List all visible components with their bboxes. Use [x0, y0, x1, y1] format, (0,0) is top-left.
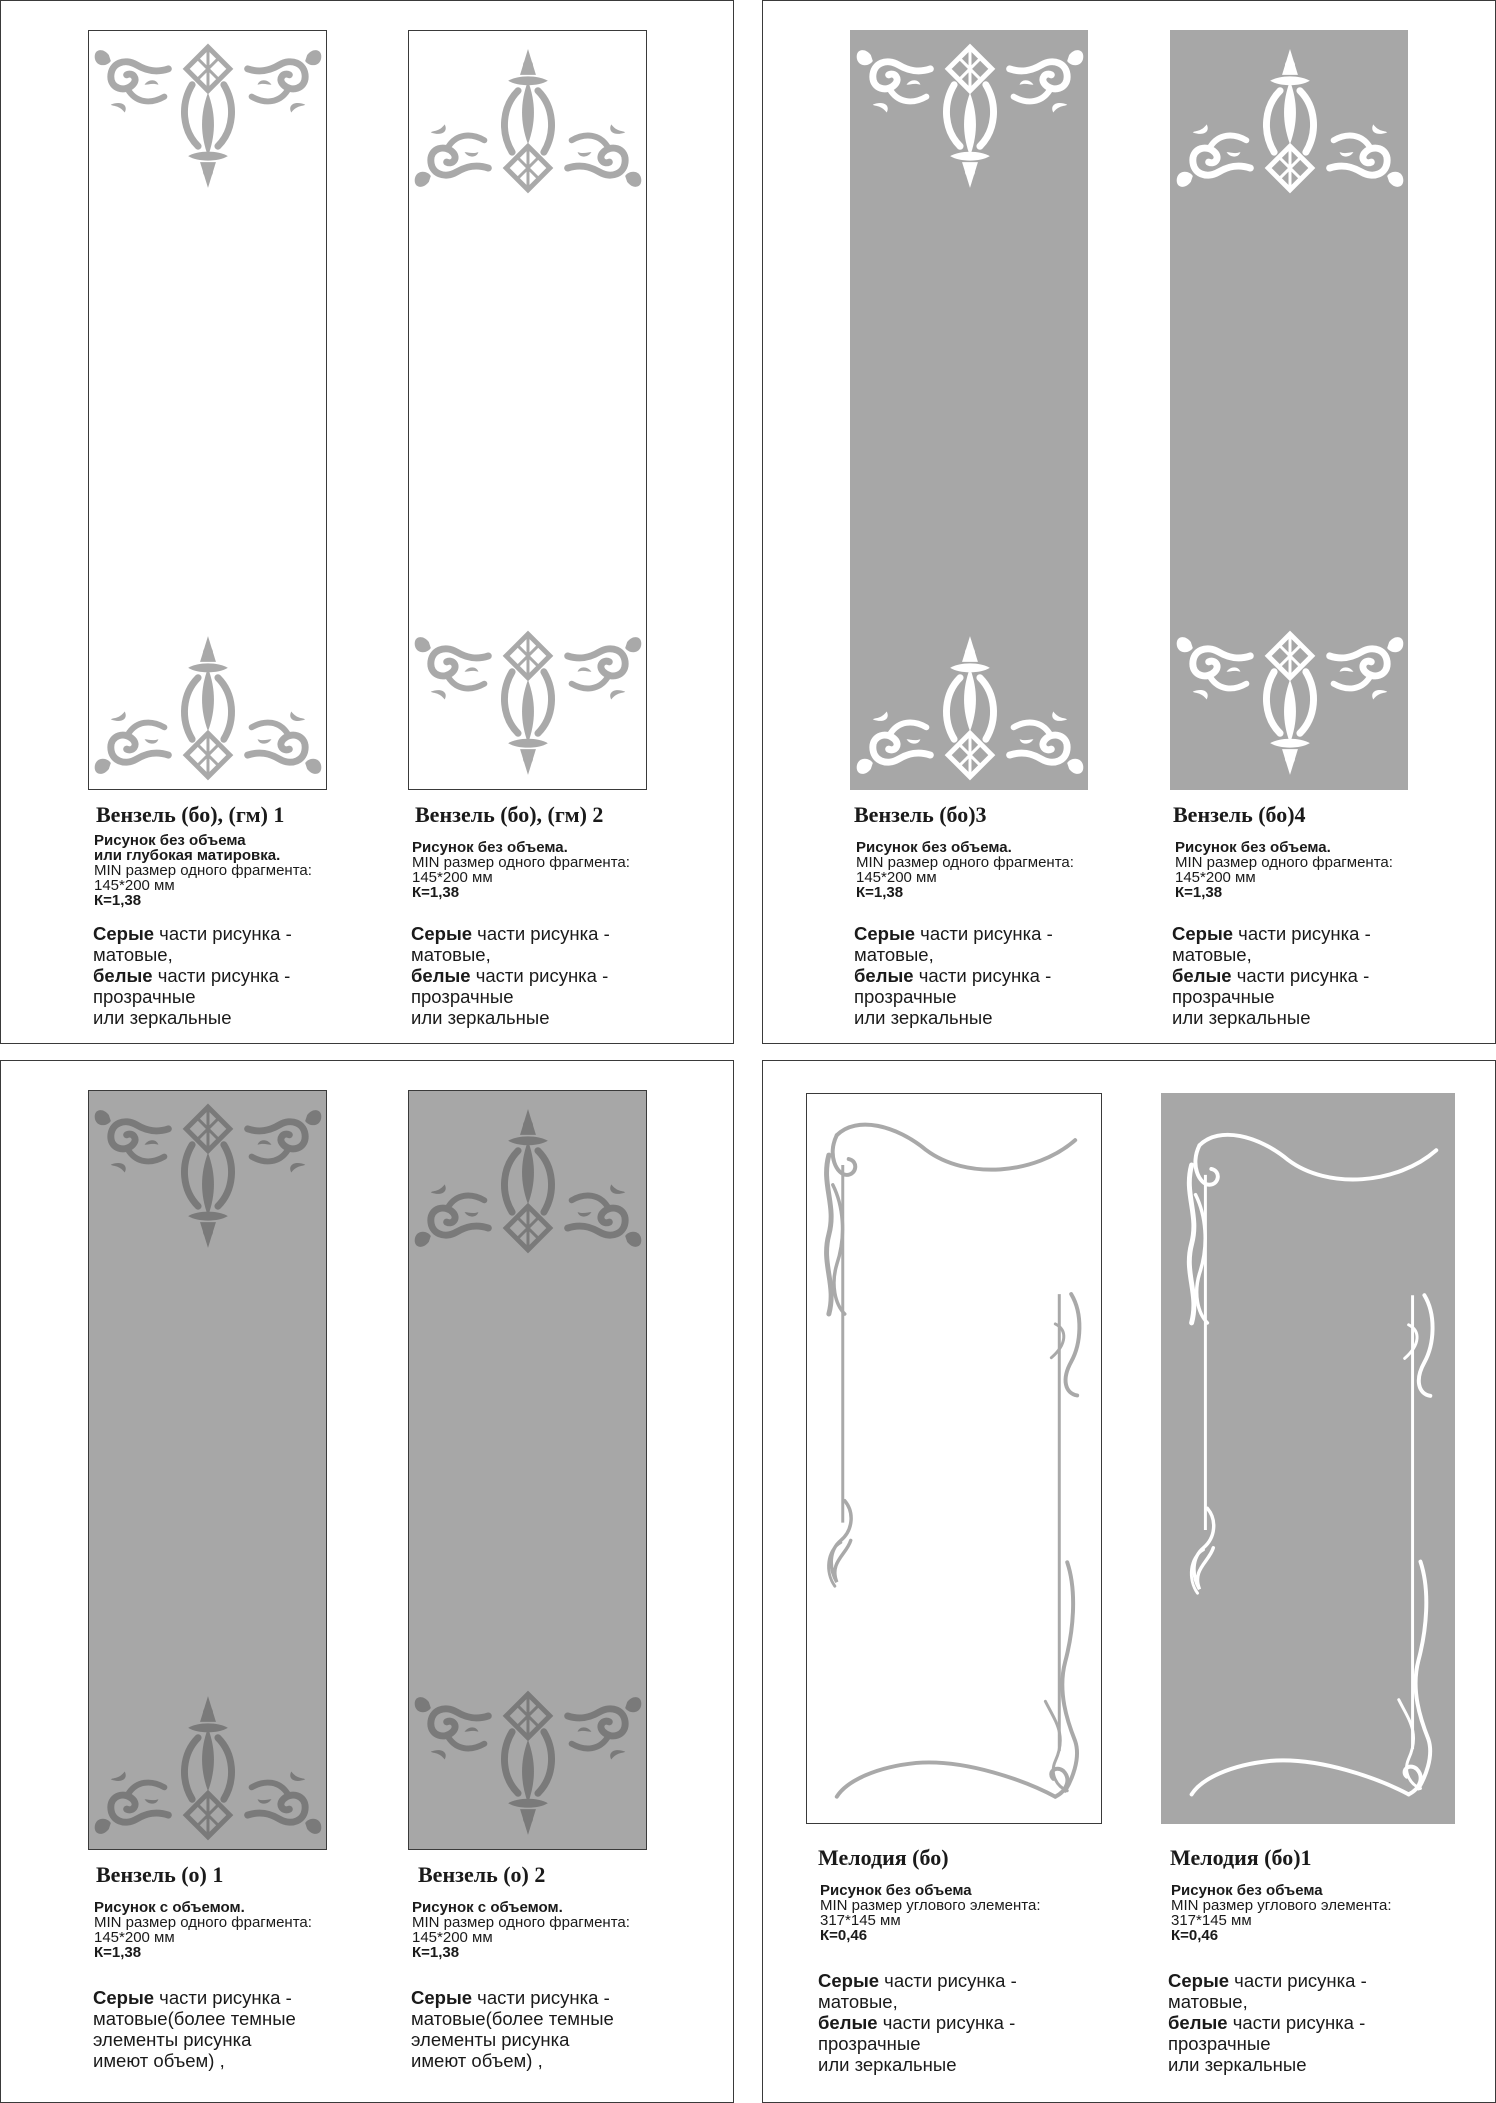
spec-line: MIN размер одного фрагмента: [412, 854, 630, 871]
desc-strong: Серые [818, 1970, 880, 1991]
desc-text: части рисунка - [154, 923, 292, 944]
spec-coefficient: К=1,38 [94, 892, 142, 909]
spec-coefficient: К=1,38 [856, 884, 904, 901]
desc-text: части рисунка - [879, 1970, 1017, 1991]
spec-line: 145*200 мм [1175, 869, 1256, 886]
desc-text: матовые, [1172, 944, 1252, 965]
monogram-ornament-bottom [95, 1696, 322, 1837]
design-title: Вензель (бо)3 [854, 802, 987, 827]
spec-line: 145*200 мм [412, 869, 493, 886]
desc-text: или зеркальные [1172, 1007, 1311, 1028]
spec-line: MIN размер углового элемента: [1171, 1897, 1392, 1914]
design-title: Мелодия (бо)1 [1170, 1845, 1312, 1870]
design-spec [94, 1900, 312, 1960]
desc-text: части рисунка - [877, 2012, 1016, 2033]
desc-text: имеют объем) , [411, 2050, 543, 2071]
desc-text: прозрачные [411, 986, 514, 1007]
desc-text: или зеркальные [854, 1007, 993, 1028]
desc-strong: Серые [1172, 923, 1234, 944]
desc-text: имеют объем) , [93, 2050, 225, 2071]
desc-text: части рисунка - [152, 965, 291, 986]
melody-corner-flourish-top-left [827, 1125, 1076, 1587]
design-spec [856, 840, 1074, 900]
desc-text: части рисунка - [1231, 965, 1370, 986]
design-title: Мелодия (бо) [818, 1845, 949, 1870]
desc-text: матовые, [1168, 1991, 1248, 2012]
monogram-ornament-bottom [415, 1694, 642, 1835]
desc-strong: белые [854, 965, 914, 986]
spec-line: 145*200 мм [94, 877, 175, 894]
design-spec [1175, 840, 1393, 900]
desc-text: элементы рисунка [93, 2029, 252, 2050]
desc-text: части рисунка - [472, 1987, 610, 2008]
design-spec [94, 833, 312, 908]
spec-line: 145*200 мм [856, 869, 937, 886]
design-title: Вензель (бо), (гм) 1 [96, 802, 285, 827]
desc-text: матовые, [818, 1991, 898, 2012]
monogram-ornament-bottom [857, 636, 1084, 777]
desc-text: части рисунка - [470, 965, 609, 986]
desc-strong: Серые [854, 923, 916, 944]
desc-text: прозрачные [854, 986, 957, 1007]
spec-line: MIN размер одного фрагмента: [412, 1914, 630, 1931]
design-spec [820, 1883, 1041, 1943]
spec-line: 317*145 мм [1171, 1912, 1252, 1929]
desc-text: матовые(более темные [411, 2008, 614, 2029]
desc-text: прозрачные [1168, 2033, 1271, 2054]
desc-text: или зеркальные [1168, 2054, 1307, 2075]
door-preview-venzel-o-2 [408, 1090, 647, 1850]
spec-line: 145*200 мм [412, 1929, 493, 1946]
monogram-ornament-top [415, 1109, 642, 1250]
desc-text: части рисунка - [915, 923, 1053, 944]
desc-text: матовые, [93, 944, 173, 965]
spec-line: или глубокая матировка. [94, 847, 281, 864]
melody-corner-flourish-bottom-right [837, 1294, 1080, 1797]
desc-strong: белые [1168, 2012, 1228, 2033]
desc-strong: Серые [1168, 1970, 1230, 1991]
desc-text: прозрачные [93, 986, 196, 1007]
design-description [818, 1970, 1017, 2075]
spec-line: Рисунок без объема. [1175, 839, 1331, 856]
desc-strong: Серые [93, 1987, 155, 2008]
design-description [93, 1987, 296, 2071]
design-spec [412, 840, 630, 900]
desc-text: части рисунка - [1227, 2012, 1366, 2033]
design-description [93, 923, 292, 1028]
desc-text: части рисунка - [472, 923, 610, 944]
desc-strong: Серые [411, 1987, 473, 2008]
desc-strong: белые [411, 965, 471, 986]
spec-line: MIN размер одного фрагмента: [94, 862, 312, 879]
monogram-ornament-bottom [1177, 634, 1404, 775]
spec-line: Рисунок без объема. [412, 839, 568, 856]
spec-coefficient: К=1,38 [412, 1944, 460, 1961]
spec-line: Рисунок с объемом. [94, 1899, 245, 1916]
spec-coefficient: К=1,38 [94, 1944, 142, 1961]
desc-strong: белые [818, 2012, 878, 2033]
spec-line: MIN размер одного фрагмента: [94, 1914, 312, 1931]
design-description [411, 923, 610, 1028]
spec-line: Рисунок без объема [820, 1882, 972, 1899]
spec-line: Рисунок без объема. [856, 839, 1012, 856]
desc-text: или зеркальные [93, 1007, 232, 1028]
spec-coefficient: К=1,38 [412, 884, 460, 901]
monogram-ornament-top [857, 47, 1084, 188]
desc-text: части рисунка - [1233, 923, 1371, 944]
desc-text: прозрачные [1172, 986, 1275, 1007]
door-preview-venzel-bo-3 [850, 30, 1088, 790]
door-preview-venzel-o-1 [88, 1090, 327, 1850]
spec-coefficient: К=0,46 [820, 1927, 868, 1944]
spec-line: MIN размер одного фрагмента: [856, 854, 1074, 871]
desc-strong: белые [93, 965, 153, 986]
desc-text: части рисунка - [154, 1987, 292, 2008]
design-title: Вензель (о) 2 [418, 1862, 546, 1887]
monogram-ornament-bottom [95, 636, 322, 777]
desc-strong: Серые [411, 923, 473, 944]
spec-line: Рисунок без объема [1171, 1882, 1323, 1899]
melody-corner-flourish-top-left [1189, 1135, 1436, 1593]
spec-line: 317*145 мм [820, 1912, 901, 1929]
spec-line: Рисунок без объема [94, 832, 246, 849]
desc-text: прозрачные [818, 2033, 921, 2054]
door-preview-melodiya-bo-1 [1161, 1093, 1455, 1824]
spec-line: MIN размер углового элемента: [820, 1897, 1041, 1914]
spec-coefficient: К=0,46 [1171, 1927, 1219, 1944]
design-description [1168, 1970, 1367, 2075]
design-title: Вензель (о) 1 [96, 1862, 224, 1887]
monogram-ornament-top [415, 49, 642, 190]
melody-corner-flourish-bottom-right [1192, 1295, 1433, 1794]
design-spec [1171, 1883, 1392, 1943]
desc-text: или зеркальные [818, 2054, 957, 2075]
design-spec [412, 1900, 630, 1960]
desc-text: части рисунка - [913, 965, 1052, 986]
design-description [411, 1987, 614, 2071]
desc-text: части рисунка - [1229, 1970, 1367, 1991]
monogram-ornament-top [95, 1107, 322, 1248]
spec-coefficient: К=1,38 [1175, 884, 1223, 901]
spec-line: 145*200 мм [94, 1929, 175, 1946]
monogram-ornament-bottom [415, 634, 642, 775]
door-preview-melodiya-bo [806, 1093, 1102, 1824]
design-title: Вензель (бо), (гм) 2 [415, 802, 604, 827]
design-description [1172, 923, 1371, 1028]
design-title: Вензель (бо)4 [1173, 802, 1306, 827]
desc-strong: Серые [93, 923, 155, 944]
spec-line: Рисунок с объемом. [412, 1899, 563, 1916]
desc-text: матовые, [411, 944, 491, 965]
door-preview-venzel-bo-gm-2 [408, 30, 647, 790]
spec-line: MIN размер одного фрагмента: [1175, 854, 1393, 871]
desc-text: матовые(более темные [93, 2008, 296, 2029]
desc-strong: белые [1172, 965, 1232, 986]
design-description [854, 923, 1053, 1028]
monogram-ornament-top [1177, 49, 1404, 190]
desc-text: элементы рисунка [411, 2029, 570, 2050]
monogram-ornament-top [95, 47, 322, 188]
door-preview-venzel-bo-gm-1 [88, 30, 327, 790]
desc-text: или зеркальные [411, 1007, 550, 1028]
door-preview-venzel-bo-4 [1170, 30, 1408, 790]
desc-text: матовые, [854, 944, 934, 965]
